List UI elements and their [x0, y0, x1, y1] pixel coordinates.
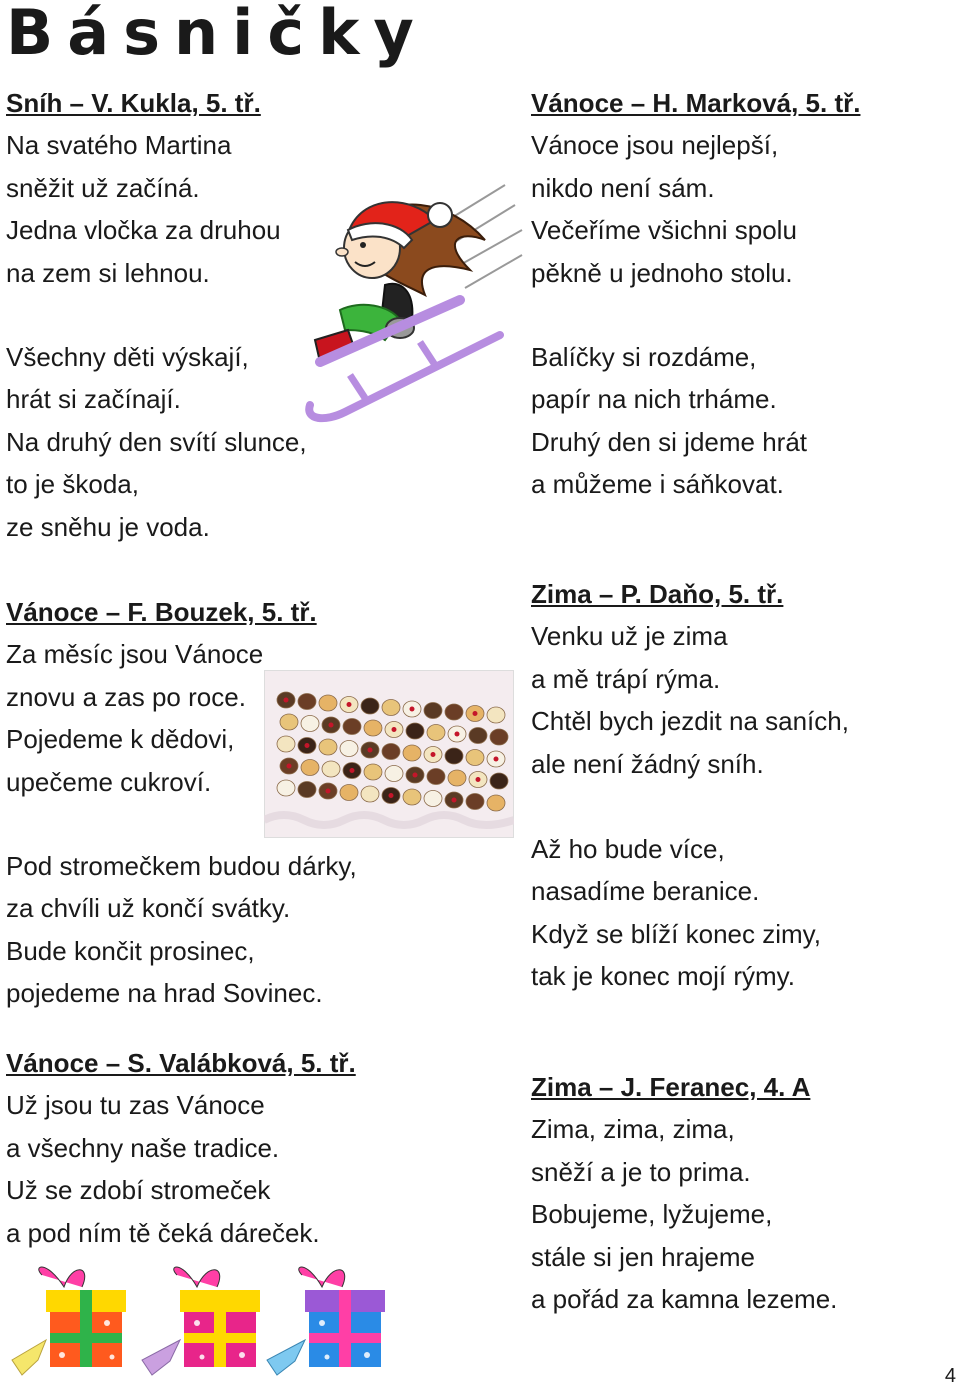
cookie	[469, 728, 487, 744]
cookie-jam	[455, 732, 460, 737]
poem-heading: Vánoce – S. Valábková, 5. tř.	[6, 1048, 356, 1078]
cookie	[277, 736, 295, 752]
poem-line: Na svatého Martina	[6, 130, 232, 161]
cookie-jam	[473, 711, 478, 716]
cookie	[298, 782, 316, 798]
cookie-jam	[368, 748, 373, 753]
poem-line: Vánoce jsou nejlepší,	[531, 130, 779, 161]
cookie	[490, 773, 508, 789]
poem-line: Zima, zima, zima,	[531, 1114, 735, 1145]
cookie	[319, 739, 337, 755]
cookie	[340, 785, 358, 801]
cookie	[343, 719, 361, 735]
cookie	[466, 794, 484, 810]
cookie	[322, 761, 340, 777]
cookie	[427, 769, 445, 785]
poem-snih-stanza-2	[6, 336, 307, 548]
poem-line: Pod stromečkem budou dárky,	[6, 851, 357, 881]
poem-heading: Zima – P. Daňo, 5. tř.	[531, 579, 784, 609]
cookie	[490, 729, 508, 745]
cookie	[466, 750, 484, 766]
cookie-jam	[392, 727, 397, 732]
poem-zima-dano	[531, 573, 849, 785]
poem-line: Když se blíží konec zimy,	[531, 918, 821, 949]
poem-line: tak je konec mojí rýmy.	[531, 961, 795, 992]
poem-line: a mě trápí rýma.	[531, 663, 721, 694]
cookie	[487, 795, 505, 811]
cookie-jam	[452, 798, 457, 803]
cookie	[298, 694, 316, 710]
cookie-jam	[410, 707, 415, 712]
cookie-jam	[389, 793, 394, 798]
poem-zima-dano-stanza-2	[531, 828, 821, 998]
poem-heading: Vánoce – F. Bouzek, 5. tř.	[6, 597, 317, 627]
cookie-jam	[494, 757, 499, 762]
cookie	[445, 704, 463, 720]
cookie-jam	[284, 698, 289, 703]
cookie	[424, 703, 442, 719]
poem-line: a pořád za kamna lezeme.	[531, 1284, 838, 1315]
poem-line: pojedeme na hrad Sovinec.	[6, 978, 323, 1009]
poem-line: nikdo není sám.	[531, 172, 715, 203]
poem-line: sněží a je to prima.	[531, 1156, 751, 1187]
poem-line: Druhý den si jdeme hrát	[531, 426, 808, 457]
cookie-jam	[326, 789, 331, 794]
cookie	[448, 770, 466, 786]
cookie	[382, 744, 400, 760]
cookie-jam	[413, 773, 418, 778]
poem-line: Už jsou tu zas Vánoce	[6, 1090, 265, 1121]
poem-line: Chtěl bych jezdit na saních,	[531, 706, 849, 737]
poem-snih	[6, 82, 281, 294]
poem-vanoce-valabkova	[6, 1042, 356, 1254]
cookie	[382, 700, 400, 716]
poem-line: Na druhý den svítí slunce,	[6, 426, 307, 457]
poem-line: Za měsíc jsou Vánoce	[6, 639, 264, 670]
poem-line: pěkně u jednoho stolu.	[531, 257, 793, 288]
poem-line: a pod ním tě čeká dáreček.	[6, 1217, 320, 1248]
cookie-jam	[350, 768, 355, 773]
poem-vanoce-markova	[531, 82, 860, 294]
cookie	[301, 716, 319, 732]
poem-line: ale není žádný sníh.	[531, 748, 764, 779]
poem-line: Balíčky si rozdáme,	[531, 342, 757, 372]
cookie-jam	[329, 723, 334, 728]
poem-line: Pojedeme k dědovi,	[6, 724, 235, 755]
cookie	[424, 791, 442, 807]
poem-line: papír na nich trháme.	[531, 384, 777, 415]
poem-line: stále si jen hrajeme	[531, 1241, 755, 1272]
poem-line: Venku už je zima	[531, 621, 728, 652]
cookie	[487, 707, 505, 723]
cookie	[403, 789, 421, 805]
cookie	[280, 714, 298, 730]
cookie	[427, 725, 445, 741]
cookie	[364, 764, 382, 780]
poem-line: sněžit už začíná.	[6, 172, 200, 203]
poem-line: a všechny naše tradice.	[6, 1132, 280, 1163]
page-number: 4	[944, 1365, 956, 1387]
cookie-jam	[287, 764, 292, 769]
poem-zima-feranec	[531, 1066, 837, 1320]
cookie	[364, 720, 382, 736]
cookie-jam	[305, 743, 310, 748]
poem-line: Jedna vločka za druhou	[6, 215, 281, 246]
poem-line: hrát si začínají.	[6, 384, 181, 415]
poem-line: na zem si lehnou.	[6, 257, 210, 288]
poem-line: nasadíme beranice.	[531, 876, 760, 907]
poem-vanoce-bouzek-stanza-2	[6, 845, 357, 1015]
poem-line: ze sněhu je voda.	[6, 511, 210, 542]
poem-heading: Sníh – V. Kukla, 5. tř.	[6, 88, 261, 118]
page-title: Básničky	[6, 0, 428, 69]
christmas-cookies-photo	[264, 670, 514, 838]
cookie	[277, 780, 295, 796]
poem-line: za chvíli už končí svátky.	[6, 893, 291, 924]
poem-heading: Zima – J. Feranec, 4. A	[531, 1072, 811, 1102]
poem-heading: Vánoce – H. Marková, 5. tř.	[531, 88, 861, 118]
poem-line: Všechny děti výskají,	[6, 342, 249, 372]
cookie	[301, 760, 319, 776]
cookie	[445, 748, 463, 764]
cookie-jam	[476, 777, 481, 782]
cookie	[319, 695, 337, 711]
cookie-jam	[347, 702, 352, 707]
cookie	[403, 745, 421, 761]
cookie	[385, 766, 403, 782]
poem-line: znovu a zas po roce.	[6, 681, 246, 712]
poem-line: Už se zdobí stromeček	[6, 1175, 271, 1206]
poem-line: Až ho bude více,	[531, 834, 725, 864]
cookie-jam	[431, 752, 436, 757]
cookie	[406, 723, 424, 739]
poem-line: Bobujeme, lyžujeme,	[531, 1199, 773, 1230]
sledding-child-illustration	[300, 170, 525, 425]
poem-line: a můžeme i sáňkovat.	[531, 469, 784, 500]
poem-line: to je škoda,	[6, 469, 139, 500]
cookie	[340, 741, 358, 757]
poem-line: Večeříme všichni spolu	[531, 215, 797, 246]
poem-line: upečeme cukroví.	[6, 766, 212, 797]
cookie	[361, 698, 379, 714]
poem-line: Bude končit prosinec,	[6, 935, 255, 966]
cookie	[361, 786, 379, 802]
poem-vanoce-markova-stanza-2	[531, 336, 807, 506]
gift-boxes-illustration	[2, 1265, 387, 1380]
